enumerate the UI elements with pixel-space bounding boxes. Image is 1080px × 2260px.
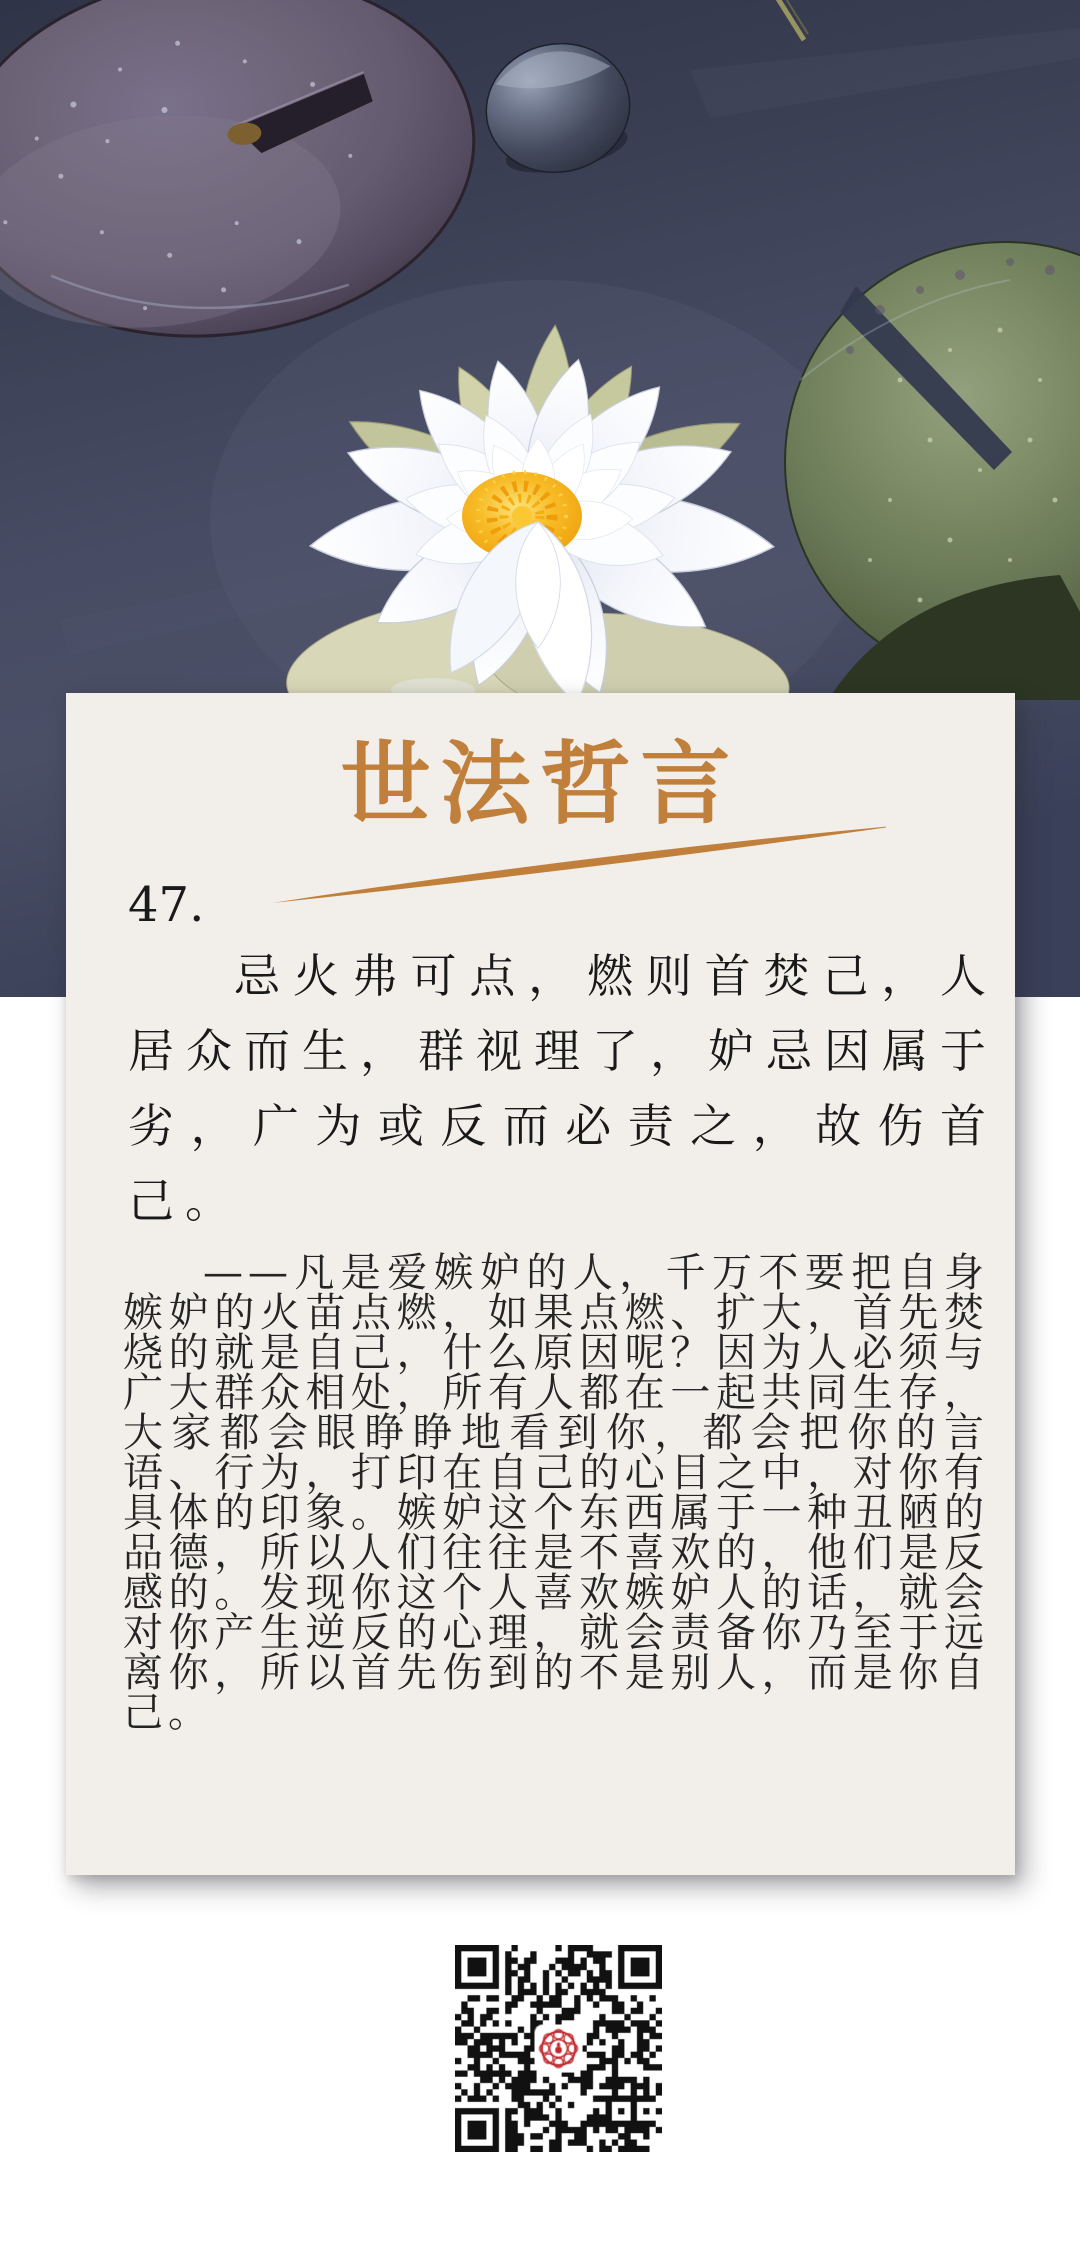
- brush-underline: [206, 818, 886, 913]
- aphorism-line: 己。: [128, 1174, 242, 1228]
- card-title: 世法哲言: [340, 731, 741, 837]
- aphorism-line: 劣，广为或反而必责之，故伤首: [128, 1099, 997, 1153]
- qr-code: [455, 1945, 662, 2152]
- aphorism-line: 忌火弗可点，燃则首焚己，人: [234, 949, 997, 1003]
- qr-code-canvas: [455, 1945, 662, 2152]
- explanation-text: ——凡是爱嫉妒的人，千万不要把自身嫉妒的火苗点燃，如果点燃、扩大，首先焚烧的就是自己，什么原因呢？因为人必须与广大群众相处，所有人都在一起共同生存，大家都会眼睁睁地看到你，都会把你的言语、行为，打印在自己的心目之中，对你有具体的印象。嫉妒这个东西属于一种丑陋的品德，所以人们往往是不喜欢的，他们是反感的。发现你这个人喜欢嫉妒人的话，就会对你产生逆反的心理，就会责备你乃至于远离你，所以首先伤到的不是别人，而是你自己。: [123, 1250, 989, 1736]
- quote-card: [66, 693, 1015, 1875]
- aphorism-text: [128, 939, 997, 1239]
- aphorism-number: 47.: [128, 877, 205, 933]
- aphorism-line: 居众而生，群视理了，妒忌因属于: [128, 1024, 997, 1078]
